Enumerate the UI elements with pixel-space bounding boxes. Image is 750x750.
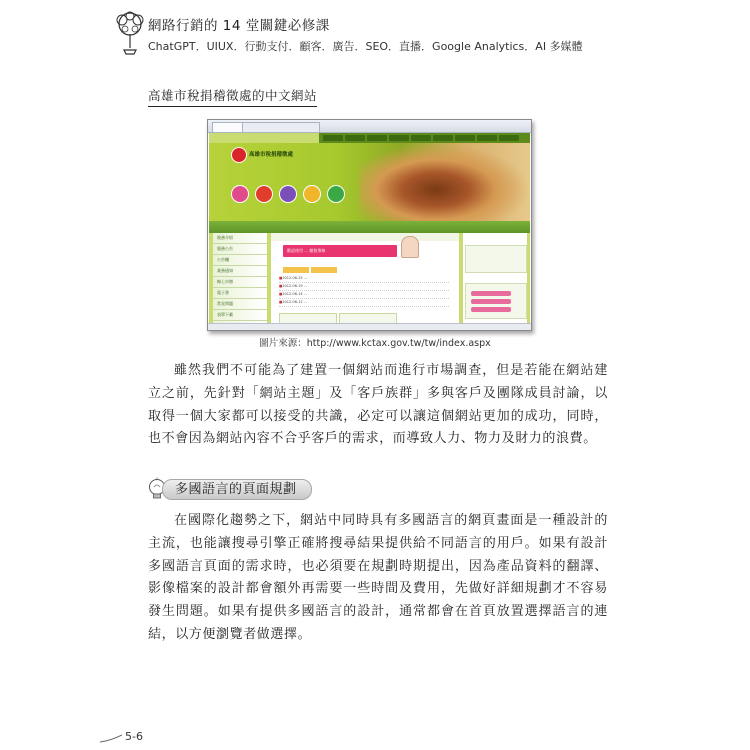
sidebar-item: 常見問題 bbox=[213, 299, 267, 310]
sidebar-item: 服務公告 bbox=[213, 244, 267, 255]
sidebar-item: 線上申辦 bbox=[213, 277, 267, 288]
running-header bbox=[112, 8, 672, 60]
figure-caption: 高雄市稅捐稽徵處的中文網站 bbox=[148, 86, 317, 107]
browser-tab-active bbox=[242, 122, 320, 132]
subsection-title: 多國語言的頁面規劃 bbox=[162, 479, 312, 500]
browser-status-bar bbox=[208, 323, 531, 331]
hero-food-photo bbox=[359, 143, 530, 221]
category-pill bbox=[471, 299, 511, 304]
tree-logo-icon bbox=[112, 10, 148, 56]
browser-tab bbox=[212, 122, 246, 132]
news-item: ■ 2012-06-14 ... bbox=[279, 291, 449, 299]
figure-source: 圖片來源：http://www.kctax.gov.tw/tw/index.aspx bbox=[259, 338, 491, 349]
nav-bubble-icon bbox=[327, 185, 345, 203]
nav-bubble-icon bbox=[231, 185, 249, 203]
nav-bubble-icon bbox=[255, 185, 273, 203]
site-logo-icon bbox=[231, 147, 247, 163]
news-tabs bbox=[283, 267, 343, 273]
body-paragraph: 雖然我們不可能為了建置一個網站而進行市場調查，但是若能在網站建立之前，先針對「網站主題」及「客戶族群」多與客戶及團隊成員討論，以取得一個大家都可以接受的共識，必定可以讓這個網站更加的成功，同時，也不會因為網站內容不合乎客戶的需求，而導致人力、物力及財力的浪費。 bbox=[148, 363, 608, 447]
book-title: 網路行銷的 14 堂關鍵必修課 bbox=[148, 18, 330, 34]
site-sidebar bbox=[213, 233, 267, 323]
nav-bubble-icon bbox=[303, 185, 321, 203]
sidebar-item: 表單下載 bbox=[213, 310, 267, 321]
body-paragraph: 在國際化趨勢之下，網站中同時具有多國語言的網頁畫面是一種設計的主流，也能讓搜尋引擎正確將搜尋結果提供給不同語言的用戶。如果有設計多國語言頁面的需求時，也必須要在規劃時期提出，因為產品資料的翻譯、影像檔案的設計都會額外再需要一些時間及費用，先做好詳細規劃才不容易發生問題。如果有提供多國語言的設計，通常都會在首頁放置選擇語言的連結，以方便瀏覽者做選擇。 bbox=[148, 513, 608, 642]
news-item: ■ 2012-06-12 ... bbox=[279, 299, 449, 307]
sidebar-item: 稅務介紹 bbox=[213, 233, 267, 244]
page-number: 5-6 bbox=[125, 730, 143, 743]
site-name: 高雄市稅捐稽徵處 bbox=[249, 152, 294, 158]
footer-swoosh-icon bbox=[100, 733, 122, 743]
sidebar-item: 業務通知 bbox=[213, 266, 267, 277]
sidebar-item: 公告欄 bbox=[213, 255, 267, 266]
site-bottom-buttons bbox=[279, 313, 455, 323]
category-pill bbox=[471, 307, 511, 312]
book-subtitle: ChatGPT．UIUX．行動支付．顧客．廣告．SEO．直播．Google Analytics．AI 多媒體 bbox=[148, 40, 583, 53]
site-body bbox=[209, 133, 530, 323]
nav-bubble-icon bbox=[279, 185, 297, 203]
search-box bbox=[465, 245, 527, 273]
sidebar-item: 電子書 bbox=[213, 288, 267, 299]
site-menu-strip bbox=[271, 233, 459, 241]
mascot-icon bbox=[401, 236, 419, 258]
news-list bbox=[279, 275, 449, 307]
site-right-column bbox=[463, 233, 527, 323]
site-green-bar bbox=[209, 221, 530, 233]
news-item: ■ 2012-06-25 ... bbox=[279, 275, 449, 283]
category-pill bbox=[471, 291, 511, 296]
site-promo-banner: 歡迎使用 ... 繳稅專線 bbox=[283, 245, 397, 257]
website-screenshot bbox=[207, 119, 532, 331]
news-item: ■ 2012-06-19 ... bbox=[279, 283, 449, 291]
site-top-nav bbox=[319, 133, 530, 143]
browser-tab-bar bbox=[208, 120, 531, 133]
site-main bbox=[271, 233, 459, 323]
